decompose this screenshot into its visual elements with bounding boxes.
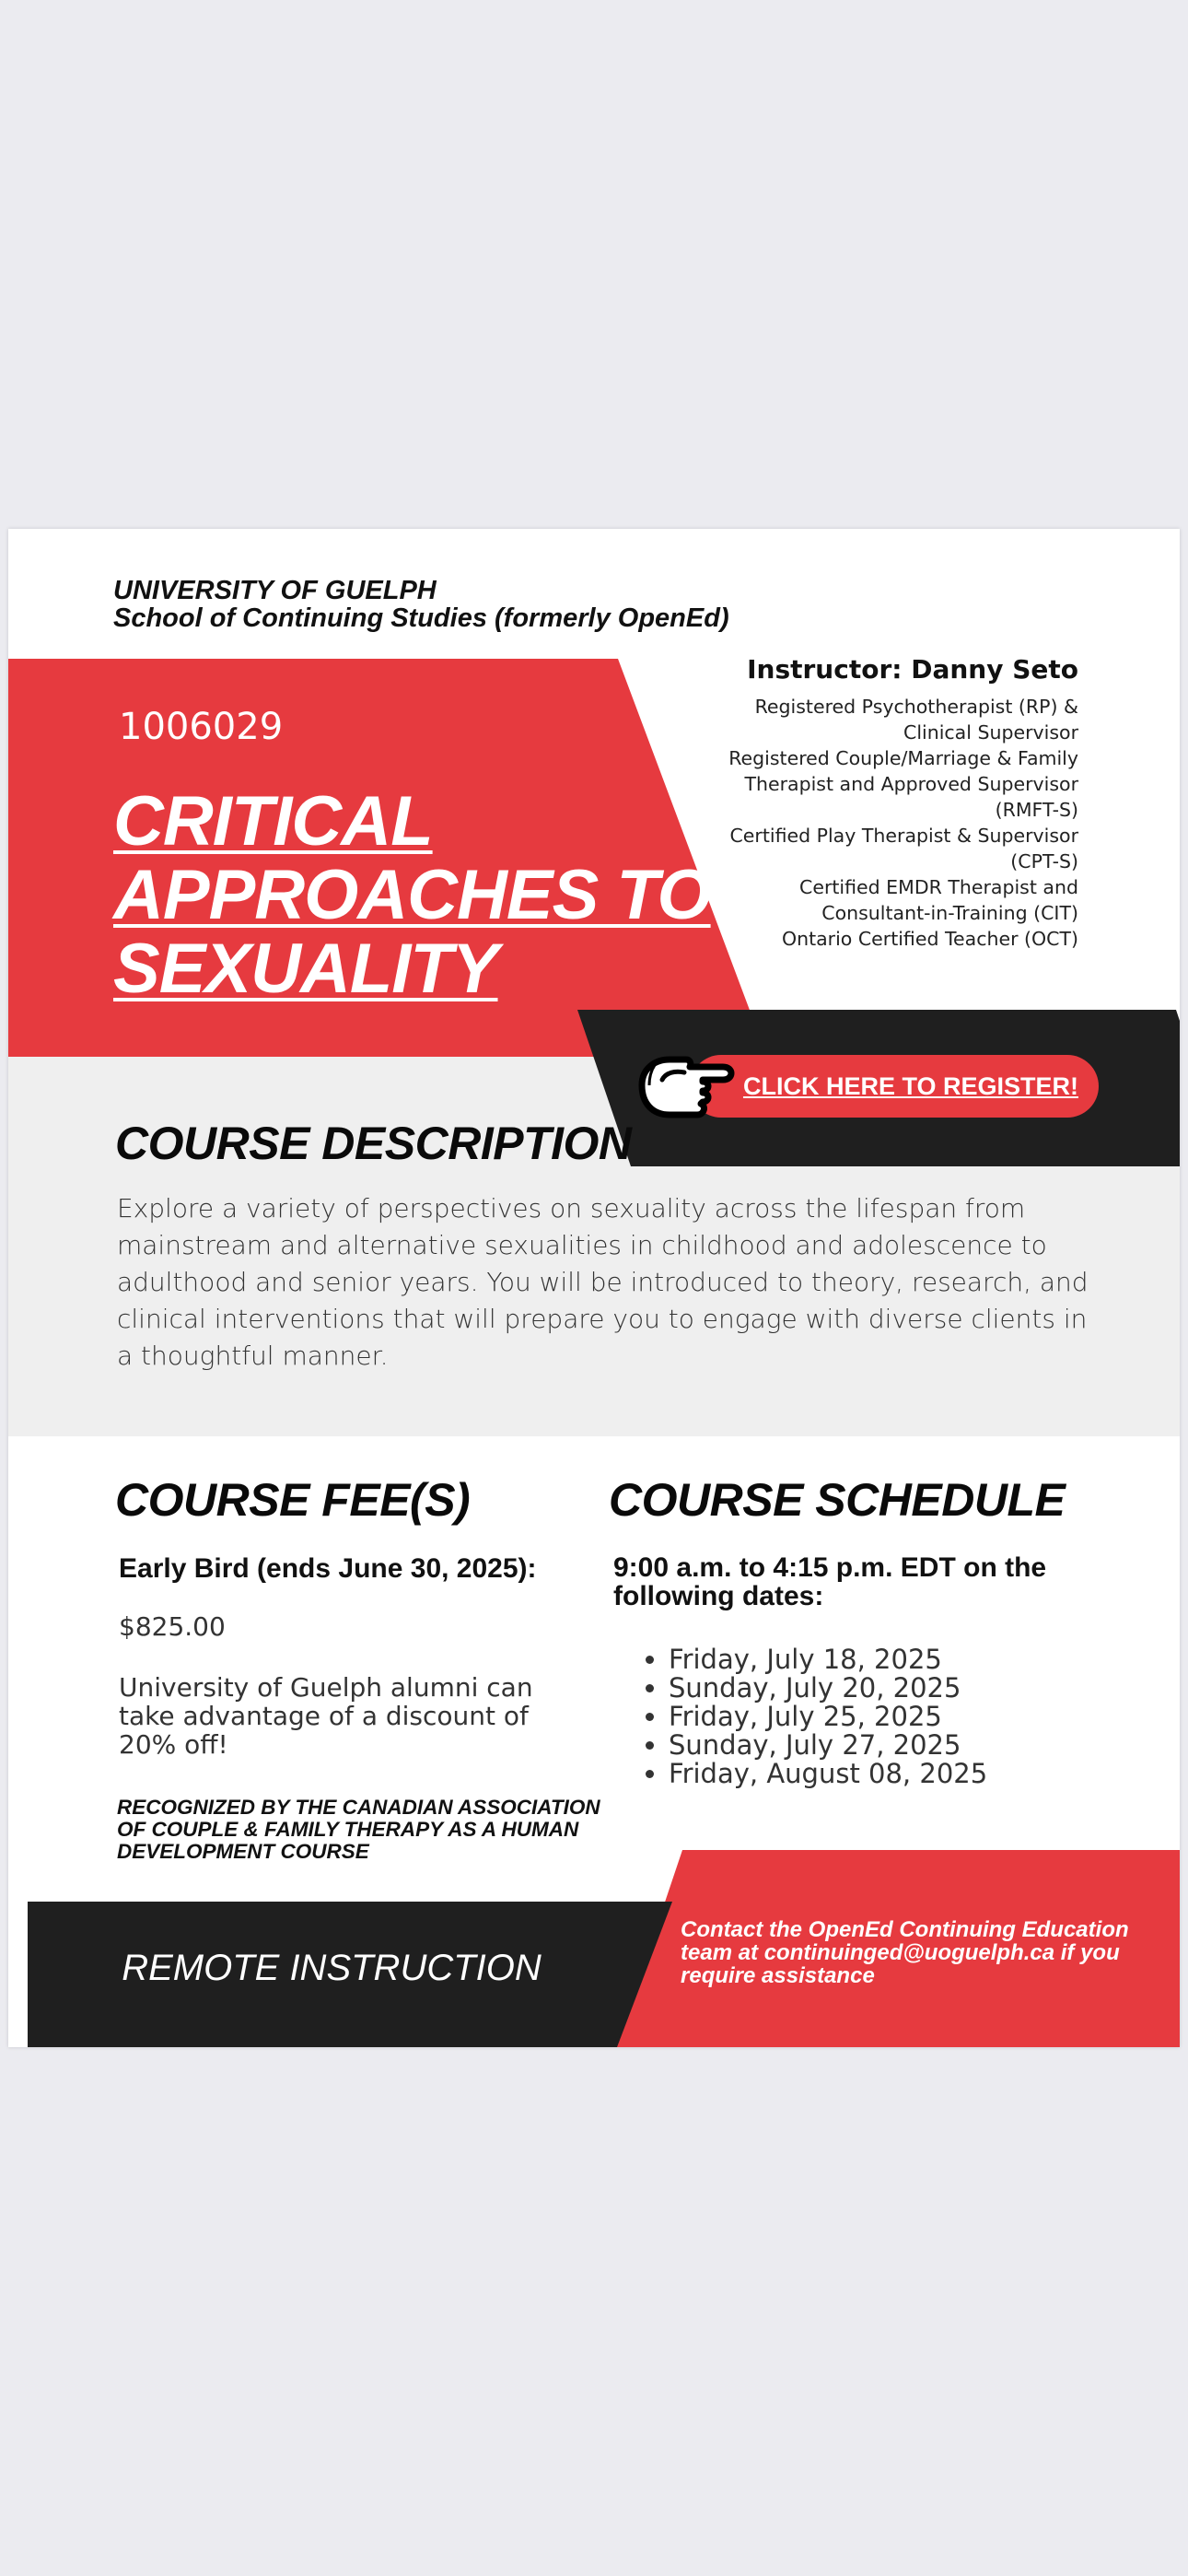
register-button[interactable] [690,1055,1099,1118]
discount-line: University of Guelph alumni can [119,1672,533,1703]
contact-line: Contact the OpenEd Continuing Education [681,1917,1129,1942]
credential-line: Clinical Supervisor [903,721,1078,744]
discount-line: take advantage of a discount of [119,1701,529,1731]
institution-header [113,577,942,632]
early-bird-label: Early Bird (ends June 30, 2025): [119,1553,537,1584]
instructor-name: Instructor: Danny Seto [747,654,1078,685]
schedule-time [613,1553,1046,1610]
schedule-date: • Sunday, July 20, 2025 [669,1674,987,1703]
discount-line: 20% off! [119,1729,228,1760]
schedule-date: • Sunday, July 27, 2025 [669,1731,987,1760]
contact-line: team at continuinged@uoguelph.ca if you [681,1940,1120,1965]
fee-price: $825.00 [119,1611,226,1642]
schedule-date: • Friday, July 18, 2025 [669,1645,987,1674]
credential-line: (CPT-S) [1010,850,1078,872]
accreditation-line: OF COUPLE & FAMILY THERAPY AS A HUMAN [117,1818,579,1841]
course-title-line: APPROACHES TO [113,856,711,934]
pointing-hand-icon [635,1043,745,1131]
credential-line: (RMFT-S) [995,799,1078,821]
schedule-date: • Friday, August 08, 2025 [669,1760,987,1788]
contact-line: require assistance [681,1963,875,1988]
instructor-credentials [646,694,1078,952]
course-flyer [8,529,1180,2047]
credential-line: Certified EMDR Therapist and [799,876,1078,898]
description-heading: COURSE DESCRIPTION [115,1118,632,1169]
accreditation-line: DEVELOPMENT COURSE [117,1840,369,1863]
register-button-label: CLICK HERE TO REGISTER! [742,1071,1078,1100]
university-name: UNIVERSITY OF GUELPH [113,576,437,605]
accreditation-line: RECOGNIZED BY THE CANADIAN ASSOCIATION [117,1796,600,1819]
contact-info [681,1918,1159,1987]
credential-line: Registered Psychotherapist (RP) & [754,696,1078,718]
course-title-line: SEXUALITY [113,930,498,1008]
schedule-heading: COURSE SCHEDULE [609,1474,1066,1526]
schedule-time-line: following dates: [613,1581,824,1611]
remote-instruction: REMOTE INSTRUCTION [122,1948,542,1988]
instructor-block [646,654,1078,952]
schedule-time-line: 9:00 a.m. to 4:15 p.m. EDT on the [613,1552,1047,1583]
schedule-date: • Friday, July 25, 2025 [669,1703,987,1731]
course-title-line: CRITICAL [113,782,433,861]
accreditation-note [117,1797,633,1863]
credential-line: Certified Play Therapist & Supervisor [729,825,1078,847]
credential-line: Ontario Certified Teacher (OCT) [781,928,1078,950]
description-text: Explore a variety of perspectives on sexuality across the lifespan from mainstream and alternative sexualities in childhood and adolescence to adulthood and senior years. You will be introduced to theory, research, and clinical interventions that will prepare you to engage with diverse clients in a thoughtful manner. [117,1193,1089,1371]
credential-line: Registered Couple/Marriage & Family [728,747,1078,769]
credential-line: Consultant-in-Training (CIT) [821,902,1078,924]
fees-heading: COURSE FEE(S) [115,1474,471,1526]
schedule-dates [613,1645,987,1788]
credential-line: Therapist and Approved Supervisor [744,773,1078,795]
course-number: 1006029 [119,706,284,748]
school-name: School of Continuing Studies (formerly OpenEd) [113,603,729,633]
alumni-discount [119,1673,598,1759]
